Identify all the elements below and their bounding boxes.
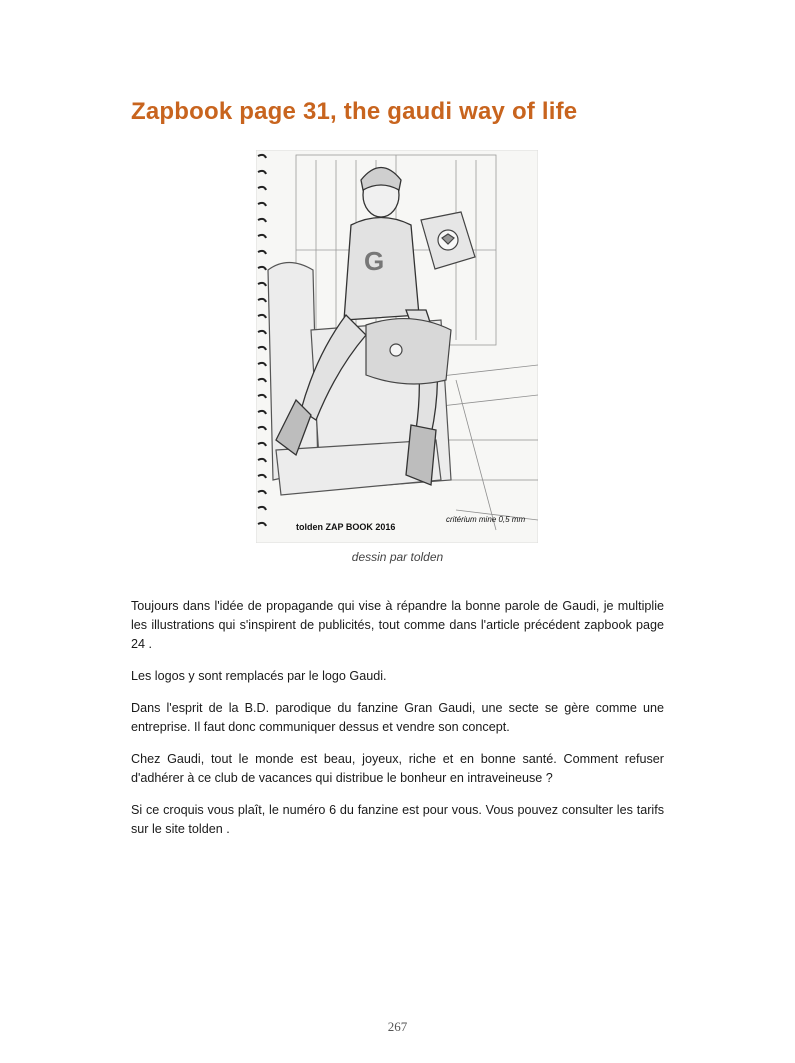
article-title: Zapbook page 31, the gaudi way of life: [131, 98, 578, 125]
sketch-signature: tolden ZAP BOOK 2016: [296, 522, 396, 532]
paragraph: Toujours dans l'idée de propagande qui vise à répandre la bonne parole de Gaudi, je multiplie les illustrations qui s'inspirent de publicités, tout comme dans l'article précédent zapbook page 24 .: [131, 599, 664, 651]
figure-caption: dessin par tolden: [351, 550, 444, 564]
svg-text:G: G: [364, 246, 385, 276]
paragraph: Les logos y sont remplacés par le logo Gaudi.: [131, 669, 387, 683]
paragraph: Si ce croquis vous plaît, le numéro 6 du fanzine est pour vous. Vous pouvez consulter les tarifs sur le site tolden .: [131, 803, 664, 836]
pencil-sketch-image: [256, 150, 538, 543]
bag-with-logo: [366, 319, 451, 384]
sketch-figure: [256, 150, 538, 543]
article-body: [131, 597, 664, 852]
page-number: 267: [387, 1019, 408, 1034]
pen-note: critérium mine 0,5 mm: [446, 515, 526, 524]
paragraph: Chez Gaudi, tout le monde est beau, joyeux, riche et en bonne santé. Comment refuser d'adhérer à ce club de vacances qui distribue le bonheur en intraveineuse ?: [131, 752, 664, 785]
paragraph: Dans l'esprit de la B.D. parodique du fanzine Gran Gaudi, une secte se gère comme une entreprise. Il faut donc communiquer dessus et vendre son concept.: [131, 701, 664, 734]
